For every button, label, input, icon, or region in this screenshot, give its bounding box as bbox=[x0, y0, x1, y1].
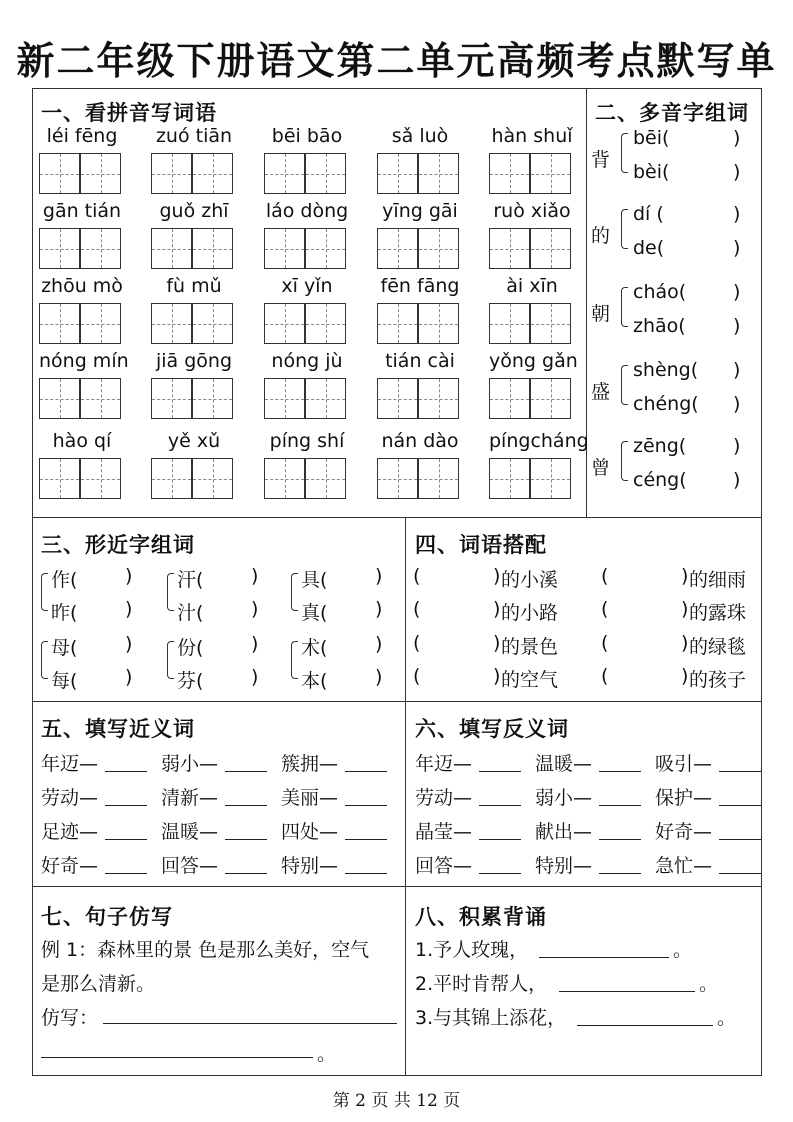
word-prompt: 献出— bbox=[535, 821, 593, 843]
pinyin-label: ruò xiǎo bbox=[493, 200, 571, 222]
word-prompt: 晶莹— bbox=[415, 821, 473, 843]
close-paren: ) bbox=[493, 598, 501, 620]
answer-blank[interactable] bbox=[225, 771, 267, 772]
char-box[interactable] bbox=[80, 303, 121, 344]
answer-blank[interactable] bbox=[345, 771, 387, 772]
char-box[interactable] bbox=[305, 378, 346, 419]
polyphone-reading: zhāo( bbox=[633, 315, 686, 337]
imitate-answer-line-1[interactable] bbox=[103, 1023, 397, 1024]
pinyin-label: píngcháng bbox=[489, 430, 589, 452]
word-prompt: 四处— bbox=[281, 821, 339, 843]
section-2-title: 二、多音字组词 bbox=[595, 101, 749, 125]
section-7-title: 七、句子仿写 bbox=[41, 905, 173, 929]
pinyin-label: gān tián bbox=[42, 200, 122, 222]
answer-blank[interactable] bbox=[225, 805, 267, 806]
brace-mark bbox=[621, 365, 628, 405]
similar-char: 汁( bbox=[177, 602, 204, 624]
polyphone-char: 曾 bbox=[591, 457, 611, 479]
pinyin-label: fēn fāng bbox=[380, 275, 460, 297]
pinyin-label: yǒng gǎn bbox=[489, 350, 578, 372]
word-prompt: 年迈— bbox=[41, 753, 99, 775]
recite-period: 。 bbox=[717, 1007, 737, 1029]
page-footer: 第 2 页 共 12 页 bbox=[332, 1091, 461, 1111]
char-box[interactable] bbox=[80, 153, 121, 194]
recite-prompt: 1.予人玫瑰， bbox=[415, 939, 529, 961]
pinyin-label: xī yǐn bbox=[281, 275, 333, 297]
recite-period: 。 bbox=[699, 973, 719, 995]
section-1-title: 一、看拼音写词语 bbox=[41, 101, 217, 125]
close-paren: ) bbox=[681, 632, 689, 654]
char-box[interactable] bbox=[305, 303, 346, 344]
close-paren: ) bbox=[681, 598, 689, 620]
answer-blank[interactable] bbox=[719, 839, 761, 840]
char-box[interactable] bbox=[418, 378, 459, 419]
brace-mark bbox=[41, 641, 48, 679]
close-paren: ) bbox=[125, 598, 133, 620]
char-box[interactable] bbox=[80, 458, 121, 499]
char-box[interactable] bbox=[151, 458, 192, 499]
polyphone-reading: shèng( bbox=[633, 359, 699, 381]
word-prompt: 特别— bbox=[281, 855, 339, 877]
char-box[interactable] bbox=[39, 303, 80, 344]
collocation-right: 的孩子 bbox=[689, 669, 747, 691]
char-box[interactable] bbox=[418, 303, 459, 344]
close-paren: ) bbox=[375, 598, 383, 620]
open-paren: ( bbox=[601, 598, 609, 620]
brace-mark bbox=[41, 573, 48, 611]
pinyin-label: hào qí bbox=[52, 430, 112, 452]
pinyin-label: nán dào bbox=[381, 430, 459, 452]
char-box[interactable] bbox=[264, 153, 305, 194]
section-5-title: 五、填写近义词 bbox=[41, 717, 195, 741]
pinyin-label: tián cài bbox=[385, 350, 455, 372]
char-box[interactable] bbox=[530, 378, 571, 419]
pinyin-label: yě xǔ bbox=[167, 430, 221, 452]
polyphone-char: 朝 bbox=[591, 303, 611, 325]
answer-blank[interactable] bbox=[479, 771, 521, 772]
word-prompt: 足迹— bbox=[41, 821, 99, 843]
char-box[interactable] bbox=[377, 378, 418, 419]
close-paren: ) bbox=[733, 203, 741, 225]
close-paren: ) bbox=[251, 666, 259, 688]
brace-mark bbox=[291, 641, 298, 679]
word-prompt: 劳动— bbox=[41, 787, 99, 809]
open-paren: ( bbox=[601, 665, 609, 687]
close-paren: ) bbox=[681, 565, 689, 587]
char-box[interactable] bbox=[264, 303, 305, 344]
polyphone-reading: dí ( bbox=[633, 203, 664, 225]
answer-blank[interactable] bbox=[105, 839, 147, 840]
polyphone-reading: cháo( bbox=[633, 281, 687, 303]
word-prompt: 保护— bbox=[655, 787, 713, 809]
similar-char: 昨( bbox=[51, 602, 78, 624]
answer-blank[interactable] bbox=[105, 873, 147, 874]
char-box[interactable] bbox=[192, 228, 233, 269]
char-box[interactable] bbox=[39, 153, 80, 194]
char-box[interactable] bbox=[377, 153, 418, 194]
similar-char: 汗( bbox=[177, 569, 204, 591]
answer-blank[interactable] bbox=[479, 873, 521, 874]
answer-blank[interactable] bbox=[599, 873, 641, 874]
close-paren: ) bbox=[375, 633, 383, 655]
similar-char: 份( bbox=[177, 637, 204, 659]
answer-blank[interactable] bbox=[719, 805, 761, 806]
answer-blank[interactable] bbox=[345, 873, 387, 874]
polyphone-char: 背 bbox=[591, 149, 611, 171]
char-box[interactable] bbox=[530, 458, 571, 499]
brace-mark bbox=[621, 209, 628, 249]
pinyin-label: jiā gōng bbox=[155, 350, 233, 372]
char-box[interactable] bbox=[377, 303, 418, 344]
word-prompt: 美丽— bbox=[281, 787, 339, 809]
char-box[interactable] bbox=[305, 458, 346, 499]
char-box[interactable] bbox=[151, 228, 192, 269]
open-paren: ( bbox=[413, 632, 421, 654]
word-prompt: 簇拥— bbox=[281, 753, 339, 775]
pinyin-label: zhōu mò bbox=[41, 275, 123, 297]
collocation-left: 的小路 bbox=[501, 602, 559, 624]
recite-answer-line[interactable] bbox=[577, 1025, 713, 1026]
section-3-title: 三、形近字组词 bbox=[41, 533, 195, 557]
char-box[interactable] bbox=[192, 153, 233, 194]
close-paren: ) bbox=[251, 598, 259, 620]
char-box[interactable] bbox=[151, 378, 192, 419]
brace-mark bbox=[291, 573, 298, 611]
similar-char: 芬( bbox=[177, 670, 204, 692]
polyphone-reading: bèi( bbox=[633, 161, 670, 183]
imitate-answer-line-2[interactable] bbox=[41, 1057, 313, 1058]
pinyin-label: láo dòng bbox=[265, 200, 349, 222]
char-box[interactable] bbox=[489, 153, 530, 194]
pinyin-label: léi fēng bbox=[46, 125, 118, 147]
word-prompt: 好奇— bbox=[41, 855, 99, 877]
char-box[interactable] bbox=[530, 303, 571, 344]
divider-row1 bbox=[33, 517, 761, 518]
char-box[interactable] bbox=[192, 303, 233, 344]
word-prompt: 弱小— bbox=[535, 787, 593, 809]
divider-row3 bbox=[33, 886, 761, 887]
brace-mark bbox=[621, 441, 628, 481]
char-box[interactable] bbox=[418, 458, 459, 499]
pinyin-label: bēi bāo bbox=[271, 125, 343, 147]
collocation-left: 的小溪 bbox=[501, 569, 559, 591]
close-paren: ) bbox=[733, 281, 741, 303]
char-box[interactable] bbox=[80, 378, 121, 419]
similar-char: 母( bbox=[51, 637, 78, 659]
char-box[interactable] bbox=[489, 378, 530, 419]
char-box[interactable] bbox=[305, 228, 346, 269]
char-box[interactable] bbox=[377, 458, 418, 499]
close-paren: ) bbox=[375, 565, 383, 587]
word-prompt: 特别— bbox=[535, 855, 593, 877]
char-box[interactable] bbox=[530, 153, 571, 194]
word-prompt: 劳动— bbox=[415, 787, 473, 809]
word-prompt: 年迈— bbox=[415, 753, 473, 775]
imitate-label: 仿写： bbox=[41, 1007, 99, 1029]
pinyin-label: guǒ zhī bbox=[159, 200, 229, 222]
answer-blank[interactable] bbox=[599, 771, 641, 772]
example-sentence-line2: 是那么清新。 bbox=[41, 973, 156, 995]
char-box[interactable] bbox=[530, 228, 571, 269]
open-paren: ( bbox=[413, 598, 421, 620]
close-paren: ) bbox=[125, 565, 133, 587]
divider-s1-s2 bbox=[586, 89, 587, 517]
recite-prompt: 2.平时肯帮人， bbox=[415, 973, 548, 995]
example-sentence-line1: 例 1：森林里的景 色是那么美好，空气 bbox=[41, 939, 370, 961]
similar-char: 本( bbox=[301, 670, 328, 692]
similar-char: 作( bbox=[51, 569, 78, 591]
polyphone-reading: bēi( bbox=[633, 127, 670, 149]
open-paren: ( bbox=[413, 565, 421, 587]
close-paren: ) bbox=[733, 161, 741, 183]
polyphone-char: 盛 bbox=[591, 381, 611, 403]
char-box[interactable] bbox=[192, 378, 233, 419]
char-box[interactable] bbox=[80, 228, 121, 269]
char-box[interactable] bbox=[418, 228, 459, 269]
close-paren: ) bbox=[733, 469, 741, 491]
pinyin-label: yīng gāi bbox=[382, 200, 458, 222]
pinyin-label: píng shí bbox=[269, 430, 345, 452]
word-prompt: 清新— bbox=[161, 787, 219, 809]
close-paren: ) bbox=[733, 237, 741, 259]
word-prompt: 好奇— bbox=[655, 821, 713, 843]
recite-period: 。 bbox=[673, 939, 693, 961]
char-box[interactable] bbox=[305, 153, 346, 194]
answer-blank[interactable] bbox=[479, 805, 521, 806]
page-title: 新二年级下册语文第二单元高频考点默写单 bbox=[16, 39, 777, 83]
close-paren: ) bbox=[493, 665, 501, 687]
collocation-left: 的空气 bbox=[501, 669, 559, 691]
recite-answer-line[interactable] bbox=[559, 991, 695, 992]
similar-char: 每( bbox=[51, 670, 78, 692]
divider-center bbox=[405, 517, 406, 1075]
polyphone-reading: de( bbox=[633, 237, 665, 259]
brace-mark bbox=[167, 641, 174, 679]
close-paren: ) bbox=[733, 359, 741, 381]
polyphone-char: 的 bbox=[591, 225, 611, 247]
answer-blank[interactable] bbox=[105, 771, 147, 772]
similar-char: 术( bbox=[301, 637, 328, 659]
char-box[interactable] bbox=[489, 303, 530, 344]
collocation-right: 的绿毯 bbox=[689, 636, 747, 658]
open-paren: ( bbox=[601, 565, 609, 587]
worksheet-frame bbox=[32, 88, 762, 1076]
close-paren: ) bbox=[125, 633, 133, 655]
section-8-title: 八、积累背诵 bbox=[415, 905, 547, 929]
close-paren: ) bbox=[493, 632, 501, 654]
answer-blank[interactable] bbox=[479, 839, 521, 840]
word-prompt: 吸引— bbox=[655, 753, 713, 775]
collocation-left: 的景色 bbox=[501, 636, 559, 658]
section-6-title: 六、填写反义词 bbox=[415, 717, 569, 741]
divider-row2 bbox=[33, 701, 761, 702]
answer-blank[interactable] bbox=[719, 873, 761, 874]
char-box[interactable] bbox=[192, 458, 233, 499]
open-paren: ( bbox=[601, 632, 609, 654]
word-prompt: 弱小— bbox=[161, 753, 219, 775]
brace-mark bbox=[167, 573, 174, 611]
close-paren: ) bbox=[733, 435, 741, 457]
close-paren: ) bbox=[125, 666, 133, 688]
word-prompt: 回答— bbox=[161, 855, 219, 877]
brace-mark bbox=[621, 133, 628, 173]
word-prompt: 温暖— bbox=[161, 821, 219, 843]
pinyin-label: sǎ luò bbox=[391, 125, 449, 147]
answer-blank[interactable] bbox=[719, 771, 761, 772]
pinyin-label: nóng mín bbox=[39, 350, 129, 372]
close-paren: ) bbox=[493, 565, 501, 587]
recite-prompt: 3.与其锦上添花， bbox=[415, 1007, 567, 1029]
char-box[interactable] bbox=[151, 303, 192, 344]
answer-blank[interactable] bbox=[345, 839, 387, 840]
answer-blank[interactable] bbox=[345, 805, 387, 806]
polyphone-reading: chéng( bbox=[633, 393, 699, 415]
brace-mark bbox=[621, 287, 628, 327]
collocation-right: 的细雨 bbox=[689, 569, 747, 591]
word-prompt: 回答— bbox=[415, 855, 473, 877]
pinyin-label: hàn shuǐ bbox=[491, 125, 573, 147]
answer-blank[interactable] bbox=[225, 839, 267, 840]
char-box[interactable] bbox=[39, 458, 80, 499]
pinyin-label: zuó tiān bbox=[155, 125, 233, 147]
close-paren: ) bbox=[251, 633, 259, 655]
char-box[interactable] bbox=[39, 228, 80, 269]
pinyin-label: nóng jù bbox=[271, 350, 343, 372]
char-box[interactable] bbox=[377, 228, 418, 269]
char-box[interactable] bbox=[489, 228, 530, 269]
similar-char: 真( bbox=[301, 602, 328, 624]
pinyin-label: fù mǔ bbox=[166, 275, 222, 297]
close-paren: ) bbox=[733, 393, 741, 415]
answer-blank[interactable] bbox=[105, 805, 147, 806]
word-prompt: 温暖— bbox=[535, 753, 593, 775]
char-box[interactable] bbox=[264, 228, 305, 269]
answer-blank[interactable] bbox=[599, 839, 641, 840]
close-paren: ) bbox=[375, 666, 383, 688]
close-paren: ) bbox=[733, 315, 741, 337]
polyphone-reading: zēng( bbox=[633, 435, 687, 457]
collocation-right: 的露珠 bbox=[689, 602, 747, 624]
char-box[interactable] bbox=[151, 153, 192, 194]
imitate-period: 。 bbox=[317, 1043, 337, 1065]
recite-answer-line[interactable] bbox=[539, 957, 669, 958]
char-box[interactable] bbox=[264, 458, 305, 499]
polyphone-reading: céng( bbox=[633, 469, 687, 491]
word-prompt: 急忙— bbox=[655, 855, 713, 877]
pinyin-label: ài xīn bbox=[506, 275, 558, 297]
section-4-title: 四、词语搭配 bbox=[415, 533, 547, 557]
close-paren: ) bbox=[251, 565, 259, 587]
open-paren: ( bbox=[413, 665, 421, 687]
char-box[interactable] bbox=[489, 458, 530, 499]
close-paren: ) bbox=[733, 127, 741, 149]
char-box[interactable] bbox=[418, 153, 459, 194]
char-box[interactable] bbox=[39, 378, 80, 419]
answer-blank[interactable] bbox=[599, 805, 641, 806]
close-paren: ) bbox=[681, 665, 689, 687]
similar-char: 具( bbox=[301, 569, 328, 591]
char-box[interactable] bbox=[264, 378, 305, 419]
answer-blank[interactable] bbox=[225, 873, 267, 874]
